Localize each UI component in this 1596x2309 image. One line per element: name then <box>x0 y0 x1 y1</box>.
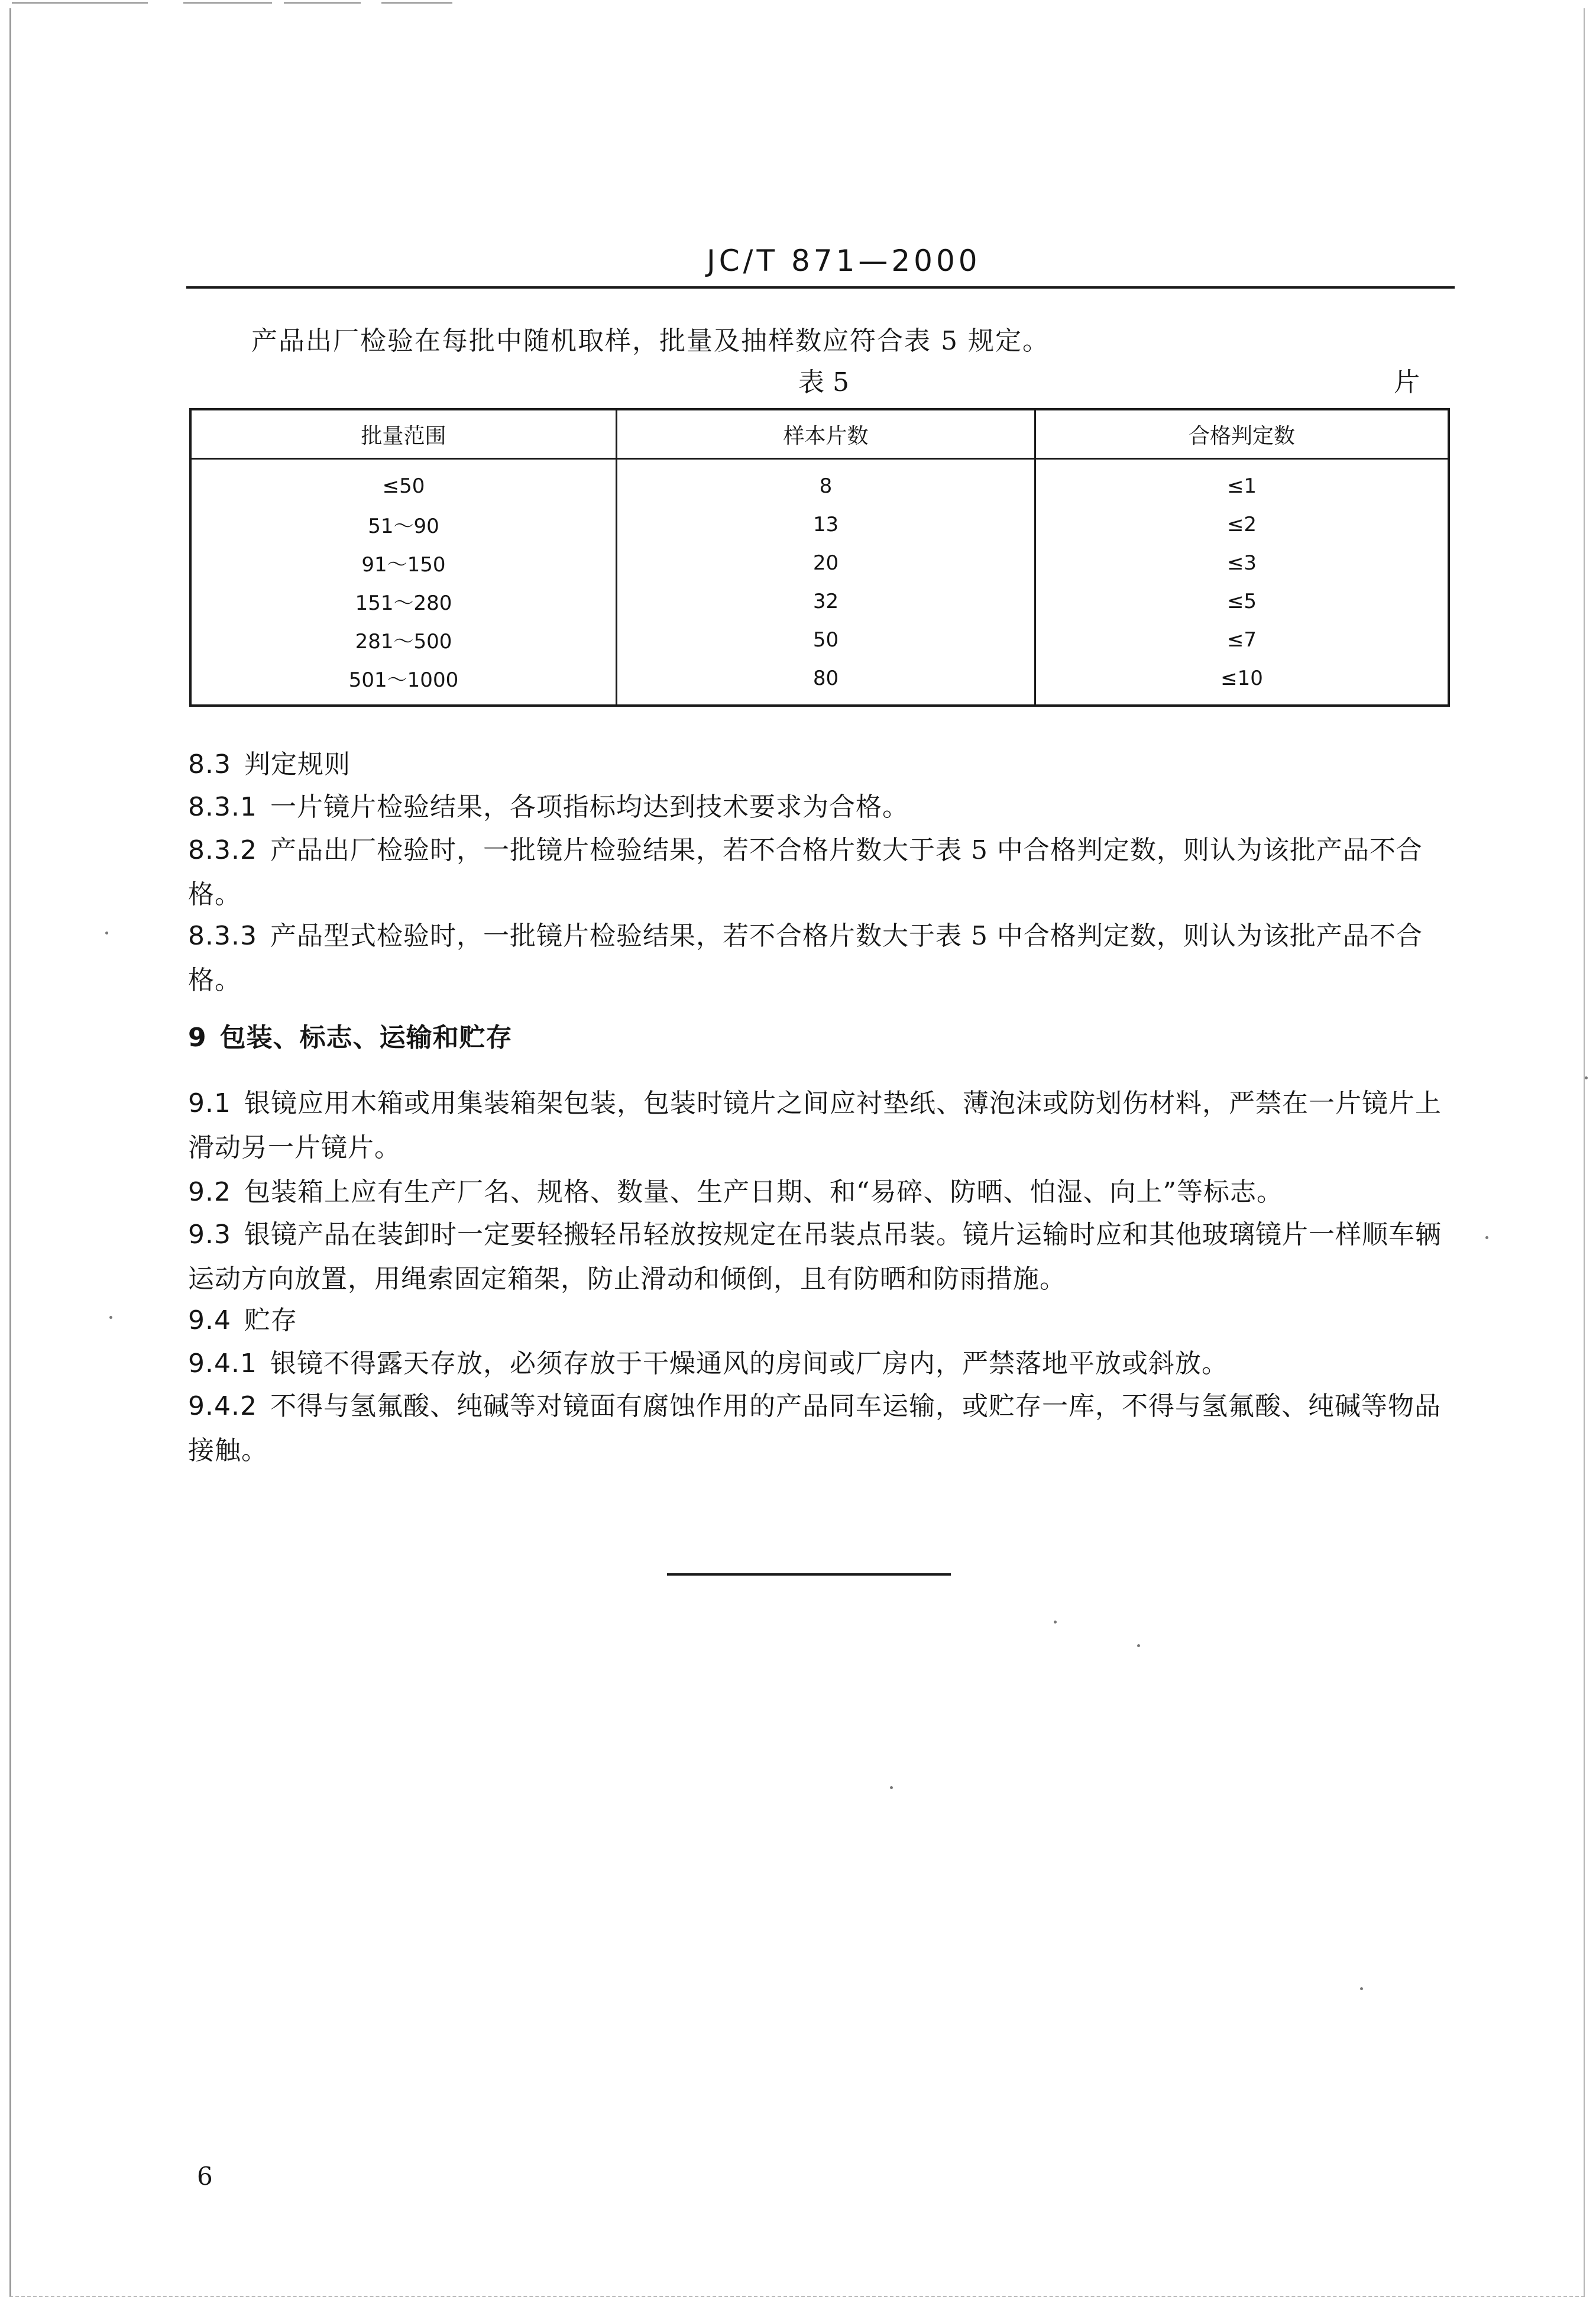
table-row <box>190 505 1449 544</box>
clause-9-4-2 <box>188 1384 1453 1473</box>
page-number: 6 <box>197 2162 213 2191</box>
scan-speck <box>105 932 108 934</box>
scan-speck <box>1137 1644 1140 1647</box>
clause-text: 不得与氢氟酸、纯碱等对镜面有腐蚀作用的产品同车运输，或贮存一库，不得与氢氟酸、纯碱等物品接触。 <box>188 1391 1441 1466</box>
table-header-row <box>190 409 1449 459</box>
clause-text: 产品型式检验时，一批镜片检验结果，若不合格片数大于表 5 中合格判定数，则认为该批产品不合格。 <box>188 921 1423 995</box>
clause-text: 银镜不得露天存放，必须存放于干燥通风的房间或厂房内，严禁落地平放或斜放。 <box>270 1348 1228 1379</box>
clause-number: 8.3.1 <box>188 792 257 822</box>
table-row <box>190 459 1449 506</box>
table-cell: ≤3 <box>1226 551 1257 575</box>
clause-number: 9.1 <box>188 1088 231 1118</box>
clause-text: 一片镜片检验结果，各项指标均达到技术要求为合格。 <box>270 792 909 822</box>
table-caption: 表 5 <box>798 367 849 397</box>
clause-8-3-1 <box>188 785 1453 829</box>
table-unit: 片 <box>1394 367 1420 397</box>
table-cell: ≤50 <box>190 459 617 506</box>
table-row <box>190 544 1449 582</box>
scan-speck <box>1054 1621 1057 1624</box>
scan-mark <box>183 2 272 4</box>
clause-number: 9.4 <box>188 1305 231 1335</box>
table-cell: 91～150 <box>190 544 617 582</box>
table-cell: 20 <box>617 544 1035 582</box>
clause-8-3-3 <box>188 914 1453 1002</box>
table-cell: ≤2 <box>1226 512 1257 536</box>
clause-8-3-2 <box>188 828 1453 917</box>
table-cell: 501～1000 <box>190 659 617 706</box>
column-header-acceptance-number: 合格判定数 <box>1035 409 1449 459</box>
clause-number: 8.3 <box>188 749 231 780</box>
table-cell: ≤1 <box>1226 474 1257 498</box>
document-code: JC/T 871—2000 <box>707 244 981 278</box>
scan-mark <box>284 2 361 4</box>
clause-number: 9.4.1 <box>188 1348 257 1379</box>
clause-9-4-1 <box>188 1341 1453 1386</box>
scan-speck <box>109 1316 112 1319</box>
scan-mark <box>12 2 148 4</box>
clause-8-3 <box>188 742 1453 787</box>
table-cell: 13 <box>617 505 1035 544</box>
header-rule <box>186 286 1455 289</box>
sampling-table <box>189 408 1450 707</box>
table-cell: ≤5 <box>1226 589 1257 613</box>
table-row <box>190 620 1449 659</box>
scan-speck <box>1485 1236 1488 1239</box>
table-cell: ≤7 <box>1226 628 1257 652</box>
table-row <box>190 582 1449 620</box>
scan-mark <box>381 2 452 4</box>
clause-number: 9.4.2 <box>188 1391 257 1421</box>
clause-text: 贮存 <box>244 1305 297 1335</box>
scan-speck <box>890 1786 893 1789</box>
table-cell: 8 <box>617 459 1035 506</box>
clause-text: 银镜产品在装卸时一定要轻搬轻吊轻放按规定在吊装点吊装。镜片运输时应和其他玻璃镜片一样顺车辆运动方向放置，用绳索固定箱架，防止滑动和倾倒，且有防晒和防雨措施。 <box>188 1220 1442 1294</box>
section-9-heading <box>188 1016 1453 1060</box>
clause-text: 产品出厂检验时，一批镜片检验结果，若不合格片数大于表 5 中合格判定数，则认为该批产品不合格。 <box>188 835 1423 910</box>
clause-number: 8.3.2 <box>188 835 257 865</box>
clause-text: 判定规则 <box>244 749 351 780</box>
table-cell: 50 <box>617 620 1035 659</box>
clause-number: 9.3 <box>188 1220 231 1250</box>
clause-9-2 <box>188 1170 1453 1214</box>
clause-text: 包装箱上应有生产厂名、规格、数量、生产日期、和“易碎、防晒、怕湿、向上”等标志。 <box>244 1177 1283 1207</box>
clause-9-3 <box>188 1212 1453 1301</box>
column-header-sample-count: 样本片数 <box>617 409 1035 459</box>
table-cell: 32 <box>617 582 1035 620</box>
table-row <box>190 659 1449 706</box>
table-cell: 151～280 <box>190 582 617 620</box>
section-number: 9 <box>188 1023 207 1053</box>
column-header-batch-range: 批量范围 <box>190 409 617 459</box>
table-cell: 80 <box>617 659 1035 706</box>
scan-speck <box>1585 1076 1588 1079</box>
clause-number: 9.2 <box>188 1177 231 1207</box>
table-cell: 281～500 <box>190 620 617 659</box>
intro-paragraph: 产品出厂检验在每批中随机取样，批量及抽样数应符合表 5 规定。 <box>251 326 1050 356</box>
table-cell: 51～90 <box>190 505 617 544</box>
section-title: 包装、标志、运输和贮存 <box>219 1023 513 1053</box>
clause-text: 银镜应用木箱或用集装箱架包装，包装时镜片之间应衬垫纸、薄泡沫或防划伤材料，严禁在一片镜片上滑动另一片镜片。 <box>188 1088 1442 1163</box>
clause-9-1 <box>188 1081 1453 1170</box>
scan-speck <box>1360 1987 1363 1990</box>
end-rule <box>667 1573 951 1576</box>
clause-number: 8.3.3 <box>188 921 257 951</box>
table-cell: ≤10 <box>1221 666 1263 690</box>
clause-9-4 <box>188 1298 1453 1343</box>
